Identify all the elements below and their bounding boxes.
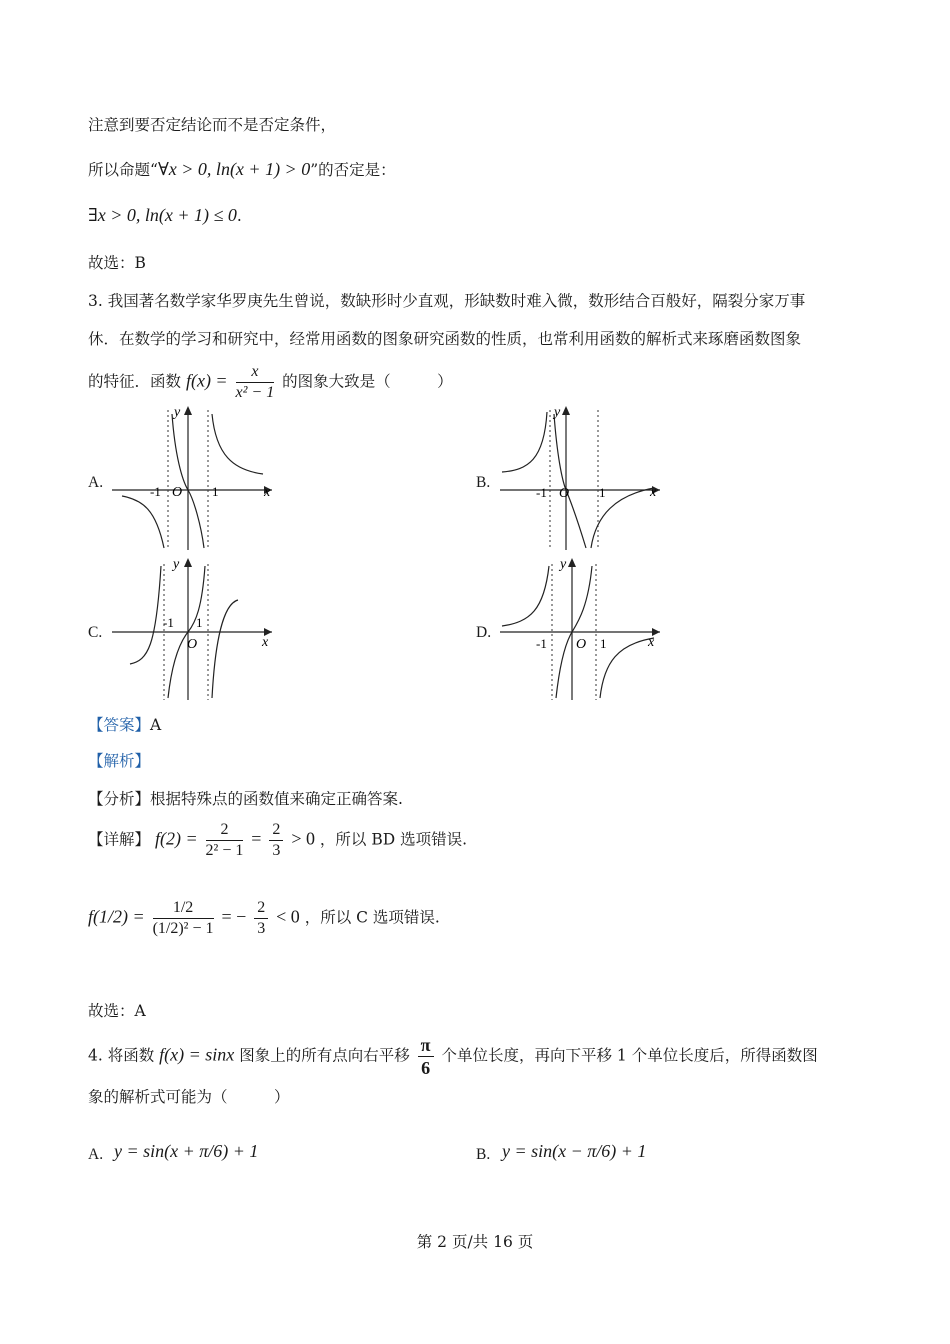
q3-line-2: 休．在数学的学习和研究中，经常用函数的图象研究函数的性质，也常利用函数的解析式来琢磨函数图象: [88, 330, 802, 348]
graph-a-label-x: x: [264, 485, 271, 500]
graph-a-curve-right: [212, 414, 263, 474]
q3-function-fraction: [236, 364, 275, 401]
text-line-2: [88, 160, 396, 179]
graph-c-y-arrow: [184, 558, 192, 567]
xj2-denominator-2: 3: [257, 920, 266, 937]
graph-d-y-arrow: [568, 558, 576, 567]
graph-d-label-1: 1: [600, 636, 607, 651]
graph-d-label-x: x: [648, 635, 655, 650]
graph-b-y-arrow: [562, 406, 570, 415]
xj1-fraction-2: [269, 822, 283, 859]
graph-c-label-o: O: [187, 637, 198, 652]
graph-d-label-y: y: [560, 557, 567, 572]
xj1-tail: > 0: [291, 828, 315, 849]
graph-c-label-1: 1: [196, 615, 203, 630]
xj2-fraction-2: [254, 900, 268, 937]
graph-b-curve-left: [502, 412, 547, 472]
xj1-fraction: [206, 822, 244, 859]
q3-line-3-pre: 的特征．函数: [88, 372, 182, 391]
q3-line-3: [88, 364, 453, 401]
q4-pi: π: [418, 1036, 434, 1057]
xiangjie-line-1: [88, 822, 467, 859]
graph-a-label-neg1: -1: [150, 484, 161, 499]
xj1-post: ，所以 BD 选项错误.: [319, 830, 468, 849]
xj1-lhs: f(2) =: [154, 828, 198, 849]
graph-a-curve-left: [122, 496, 164, 548]
xj1-numerator: 2: [206, 822, 244, 841]
graph-option-b[interactable]: [496, 400, 686, 552]
xj1-denominator-2: 3: [272, 842, 281, 859]
graph-d-label-neg1: -1: [536, 636, 547, 651]
option-c-label[interactable]: C.: [88, 624, 103, 641]
xiangjie-line-2: [88, 900, 440, 937]
graph-d-curve-left: [502, 566, 549, 626]
text-line-3-post: .: [236, 207, 242, 225]
q4-option-a-label[interactable]: A.: [88, 1146, 104, 1163]
q3-function-lhs: f(x) =: [185, 370, 228, 391]
q4-option-b-label[interactable]: B.: [476, 1146, 491, 1163]
q4-line-1: [88, 1036, 818, 1077]
graph-a-y-arrow: [184, 406, 192, 415]
q4-shift-fraction: [418, 1036, 434, 1077]
page-footer: 第 2 页/共 16 页: [416, 1233, 534, 1251]
answer-tag: 【答案】: [88, 716, 151, 734]
text-line-1: 注意到要否定结论而不是否定条件，: [88, 116, 337, 134]
q4-option-a-formula[interactable]: y = sin(x + π/6) + 1: [114, 1141, 259, 1161]
graph-b-label-o: O: [559, 486, 570, 501]
graph-c-curve-right: [212, 600, 238, 698]
graph-c-label-neg1: -1: [163, 615, 174, 630]
graph-b-curve-middle: [554, 414, 586, 548]
graph-d-label-o: O: [576, 637, 587, 652]
graph-option-a[interactable]: [108, 400, 298, 552]
q4-mid: 图象上的所有点向右平移: [239, 1046, 410, 1065]
answer-value: A: [150, 716, 162, 734]
fenxi-line: 【分析】根据特殊点的函数值来确定正确答案.: [88, 790, 403, 808]
xj2-tail: < 0: [276, 906, 300, 927]
xj1-equals: =: [251, 828, 262, 849]
graph-a-label-o: O: [172, 485, 183, 500]
xj2-numerator-2: 2: [254, 900, 268, 919]
xj2-post: ，所以 C 选项错误.: [304, 908, 440, 927]
q4-line-2: 象的解析式可能为（ ）: [88, 1088, 290, 1106]
graph-d-curve-right: [600, 638, 654, 698]
graph-b-label-x: x: [650, 485, 657, 500]
choice-a-result: 故选：A: [88, 1002, 146, 1020]
xj1-denominator: 2² − 1: [205, 842, 244, 859]
option-b-label[interactable]: B.: [476, 474, 491, 491]
option-a-label[interactable]: A.: [88, 474, 104, 491]
answer-line: [88, 718, 161, 734]
option-d-label[interactable]: D.: [476, 624, 492, 641]
text-line-2-post: ”的否定是：: [310, 161, 396, 179]
graph-a-label-1: 1: [212, 484, 219, 499]
xj2-denominator: (1/2)² − 1: [152, 920, 214, 937]
negated-statement: ∃x > 0, ln(x + 1) ≤ 0: [88, 205, 237, 225]
xj2-numerator: 1/2: [153, 900, 214, 919]
xj2-fraction: [153, 900, 214, 937]
negation-statement: ∀x > 0, ln(x + 1) > 0: [157, 159, 311, 179]
xiangjie-tag: 【详解】: [88, 830, 151, 849]
q4-function: f(x) = sinx: [159, 1044, 235, 1065]
graph-c-curve-left: [130, 566, 161, 664]
graph-b-label-1: 1: [599, 485, 606, 500]
q3-denominator: x² − 1: [235, 384, 275, 401]
q3-numerator: x: [236, 364, 275, 383]
analysis-tag: 【解析】: [88, 752, 151, 770]
q4-six: 6: [421, 1058, 431, 1078]
text-line-3: [88, 206, 242, 225]
graph-b-label-neg1: -1: [536, 485, 547, 500]
graph-option-d[interactable]: [496, 552, 686, 702]
choice-b-result: 故选：B: [88, 254, 146, 272]
q4-pre: 4. 将函数: [88, 1046, 155, 1065]
graph-b-label-y: y: [554, 405, 561, 420]
xj1-numerator-2: 2: [269, 822, 283, 841]
graph-c-label-y: y: [173, 557, 180, 572]
q3-line-3-post: 的图象大致是（ ）: [282, 372, 453, 391]
q4-post: 个单位长度，再向下平移 1 个单位长度后，所得函数图: [441, 1046, 818, 1065]
xj2-lhs: f(1/2) =: [88, 906, 145, 927]
q3-line-1: 3. 我国著名数学家华罗庚先生曾说，数缺形时少直观，形缺数时难入微，数形结合百般好，隔裂分家万事: [88, 292, 806, 310]
text-line-2-pre: 所以命题“: [88, 161, 158, 179]
graph-a-label-y: y: [174, 405, 181, 420]
graph-option-c[interactable]: [108, 552, 298, 702]
xj2-rhs: = −: [221, 906, 247, 927]
q4-option-b-formula[interactable]: y = sin(x − π/6) + 1: [502, 1141, 647, 1161]
graph-c-label-x: x: [262, 635, 269, 650]
